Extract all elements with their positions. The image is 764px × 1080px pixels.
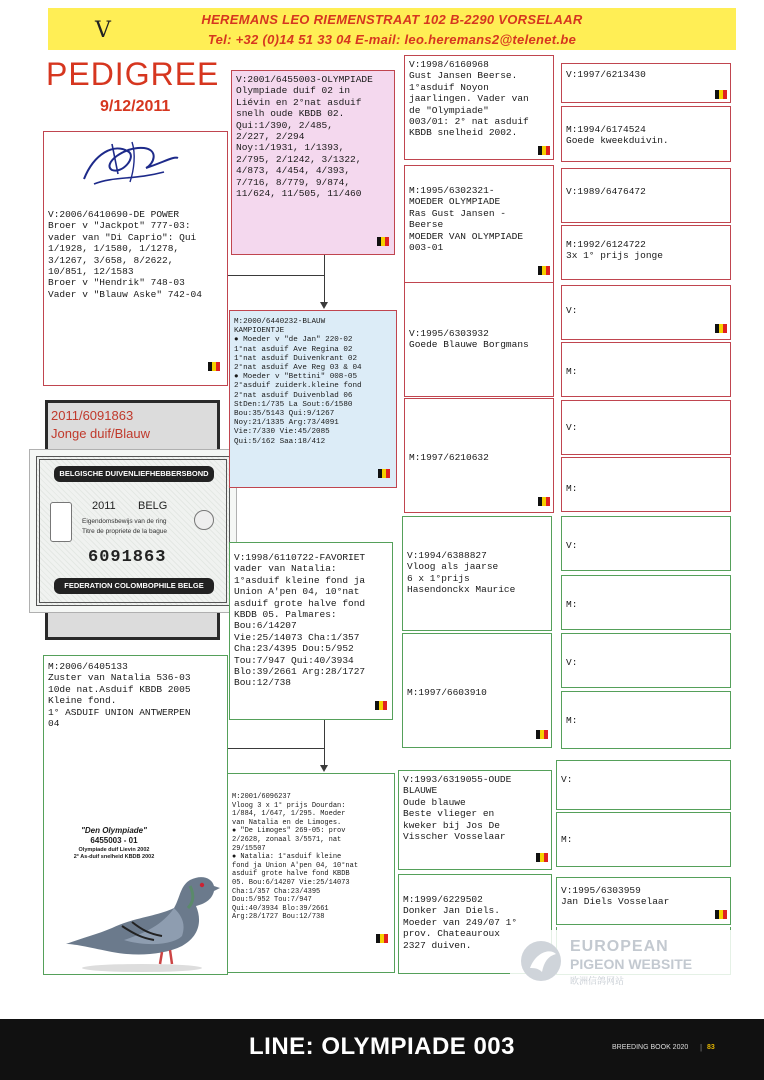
gen3-info-2: M:1995/6302321- MOEDER OLYMPIADE Ras Gust Jansen - Beerse MOEDER VAN OLYMPIADE 003-01 — [409, 185, 524, 254]
belgian-flag-icon — [538, 266, 550, 275]
signature-image — [74, 134, 184, 196]
gen4-box-14 — [556, 812, 731, 867]
ring-card-org-bottom: FEDERATION COLOMBOPHILE BELGE — [54, 578, 214, 594]
gen3-info-7: V:1993/6319055-OUDE BLAUWE Oude blauwe Beste vlieger en kweker bij Jos De Visscher Vosselaar — [403, 774, 512, 843]
footer-line-title: LINE: OLYMPIADE 003 — [248, 1033, 515, 1060]
breeder-header — [48, 8, 736, 50]
photo-bird-ring: 6455003 - 01 — [90, 836, 138, 845]
page-title: PEDIGREE — [46, 56, 220, 92]
gen3-box-6 — [402, 633, 552, 748]
pigeon-image — [62, 860, 222, 972]
belgian-flag-icon — [536, 853, 548, 862]
gen4-info-7: V: — [566, 422, 578, 433]
belgian-flag-icon — [208, 362, 220, 371]
gen4-info-1: V:1997/6213430 — [566, 69, 646, 80]
ring-card-text-nl: Eigendomsbewijs van de ring — [82, 518, 167, 525]
gen4-box-2 — [561, 106, 731, 162]
belgian-flag-icon — [715, 910, 727, 919]
ring-card-number: 6091863 — [88, 548, 167, 567]
ring-certificate — [29, 449, 237, 613]
gen2-father-mother — [229, 310, 397, 488]
main-bird-ring: 2011/6091863 — [51, 408, 134, 423]
watermark-line-3: 欧洲信鸽网站 — [570, 976, 625, 986]
belgian-flag-icon — [538, 497, 550, 506]
belgian-flag-icon — [715, 90, 727, 99]
gen3-info-8: M:1999/6229502 Donker Jan Diels. Moeder van 249/07 1° prov. Chateauroux 2327 duiven. — [403, 894, 518, 951]
arrow-down-icon — [320, 302, 328, 309]
belgian-flag-icon — [377, 237, 389, 246]
gen4-box-8 — [561, 457, 731, 512]
gen4-box-7 — [561, 400, 731, 455]
gen4-box-13 — [556, 760, 731, 810]
gen3-info-4: M:1997/6210632 — [409, 452, 489, 463]
belgian-flag-icon — [378, 469, 390, 478]
photo-bird-name: "Den Olympiade" — [81, 826, 147, 835]
belgian-flag-icon — [536, 730, 548, 739]
ring-card-org-top: BELGISCHE DUIVENLIEFHEBBERSBOND — [54, 466, 214, 482]
watermark-line-2: PIGEON WEBSITE — [570, 956, 693, 972]
breeder-contact: Tel: +32 (0)14 51 33 04 E-mail: leo.heremans2@telenet.be — [207, 32, 577, 47]
mother-box — [43, 655, 228, 975]
gen4-info-12: M: — [566, 715, 578, 726]
footer-separator: | — [700, 1043, 703, 1052]
gen3-box-3 — [404, 282, 554, 397]
gen4-info-8: M: — [566, 483, 578, 494]
photo-caption-1: Olympiade duif Lievin 2002 — [78, 847, 150, 853]
gen3-box-4 — [404, 398, 554, 513]
page-footer — [0, 1019, 764, 1080]
gen4-box-10 — [561, 575, 731, 630]
gen4-info-9: V: — [566, 540, 578, 551]
ring-card-emblem-left — [50, 502, 72, 542]
ring-card-country: BELG — [138, 500, 168, 512]
gen3-box-7 — [398, 770, 552, 870]
gen3-box-2 — [404, 165, 554, 283]
belgian-flag-icon — [375, 701, 387, 710]
gen4-info-4: M:1992/6124722 3x 1° prijs jonge — [566, 239, 663, 262]
belgian-flag-icon — [538, 146, 550, 155]
gen2-ff-info: V:2001/6455003-OLYMPIADE Olympiade duif 02 in Liévin en 2°nat asduif snelh oude KBDB 02. Qui:1/390, 2/485, 2/227, 2/294 Noy:1/1931, 1/1393, 2/795, 2/1242, 3/1322, 4/873, 4/454, 4/393, 7/716, 8/779, 9/874, 11/624, 11/505, 11/460 — [236, 74, 373, 200]
gen4-info-10: M: — [566, 599, 578, 610]
gen4-box-3 — [561, 168, 731, 223]
pedigree-date: 9/12/2011 — [100, 98, 171, 115]
connector — [228, 275, 324, 276]
belgian-flag-icon — [376, 934, 388, 943]
ring-card-text-fr: Titre de propriete de la bague — [82, 528, 168, 535]
gen4-box-11 — [561, 633, 731, 688]
olympiade-photo — [54, 824, 219, 972]
gen4-box-6 — [561, 342, 731, 397]
father-info: V:2006/6410690-DE POWER Broer v "Jackpot" 777-03: vader van "Di Caprio": Qui 1/1928, 1/1580, 1/1278, 3/1267, 3/658, 8/2622, 10/851, 12/1583 Broer v "Hendrik" 748-03 Vader v "Blauw Aske" 742-04 — [48, 209, 202, 300]
gen3-info-1: V:1998/6160968 Gust Jansen Beerse. 1°asduif Noyon jaarlingen. Vader van de "Olympiade" 003/01: 2° nat asduif KBDB snelheid 2002. — [409, 59, 529, 139]
gen3-box-1 — [404, 55, 554, 160]
photo-caption-2: 2° As-duif snelheid KBDB 2002 — [73, 854, 155, 860]
gen2-mother-mother — [227, 773, 395, 973]
connector — [228, 748, 324, 749]
gen4-info-14: M: — [561, 834, 573, 845]
gen4-box-15 — [556, 877, 731, 925]
main-bird-description: Jonge duif/Blauw — [51, 426, 151, 441]
father-box — [43, 131, 228, 386]
ring-card-emblem-right — [194, 510, 214, 530]
watermark — [510, 930, 740, 1000]
gen4-box-4 — [561, 225, 731, 280]
arrow-down-icon — [320, 765, 328, 772]
gen4-info-3: V:1989/6476472 — [566, 186, 646, 197]
footer-page-number: 83 — [707, 1044, 715, 1051]
watermark-line-1: EUROPEAN — [570, 938, 669, 955]
gen3-info-5: V:1994/6388827 Vloog als jaarse 6 x 1°prijs Hasendonckx Maurice — [407, 550, 516, 596]
gen4-box-5 — [561, 285, 731, 340]
gen4-info-5: V: — [566, 305, 578, 316]
gen4-info-13: V: — [561, 774, 573, 785]
gen4-info-15: V:1995/6303959 Jan Diels Vosselaar — [561, 885, 670, 908]
ring-card-year: 2011 — [92, 500, 116, 512]
watermark-logo-icon — [518, 938, 564, 984]
gen4-box-9 — [561, 516, 731, 571]
gen2-mf-info: V:1998/6110722-FAVORIET vader van Natalia: 1°asduif kleine fond ja Union A'pen 04, 10°nat asduif grote halve fond KBDB 05. Palmares: Bou:6/14207 Vie:25/14073 Cha:1/357 Cha:23/4395 Dou:5/952 Tou:7/947 Qui:40/3934 Blo:39/2661 Arg:28/1727 Bou:12/738 — [234, 552, 366, 689]
gen4-info-6: M: — [566, 366, 578, 377]
breeder-address: HEREMANS LEO RIEMENSTRAAT 102 B-2290 VORSELAAR — [201, 12, 583, 27]
gen2-father-father — [231, 70, 395, 255]
mother-info: M:2006/6405133 Zuster van Natalia 536-03 10de nat.Asduif KBDB 2005 Kleine fond. 1° ASDUIF UNION ANTWERPEN 04 — [48, 661, 191, 730]
gen3-box-5 — [402, 516, 552, 631]
gen4-box-1 — [561, 63, 731, 103]
gen2-mm-info: M:2001/6096237 Vloog 3 x 1° prijs Dourdan: 1/884, 1/647, 1/295. Moeder van Natalia en de Limoges. ● "De Limoges" 269-05: prov 2/2628, zonaal 3/5571, nat 29/15507 ● Natalia: 1°asduif kleine fond ja Union A'pen 04, 10°nat asduif grote halve fond KBDB 05. Bou:6/14207 Vie:25/14073 Cha:1/357 Cha:23/4395 Dou:5/952 Tou:7/947 Qui:40/3934 Blo:39/2661 Arg:28/1727 Bou:12/738 — [232, 793, 359, 922]
handwritten-mark: V — [95, 18, 111, 43]
gen2-mother-father — [229, 542, 393, 720]
footer-book-label: BREEDING BOOK 2020 — [612, 1044, 689, 1051]
gen3-info-3: V:1995/6303932 Goede Blauwe Borgmans — [409, 328, 529, 351]
gen4-info-2: M:1994/6174524 Goede kweekduivin. — [566, 124, 669, 147]
gen4-info-11: V: — [566, 657, 578, 668]
gen4-box-12 — [561, 691, 731, 749]
connector — [324, 255, 325, 303]
connector — [324, 720, 325, 766]
gen2-fm-info: M:2000/6440232-BLAUW KAMPIOENTJE ● Moeder v "de Jan" 220-02 1°nat asduif Ave Regina 02 1°nat asduif Duivenkrant 02 2°nat asduif Ave Reg 03 & 04 ● Moeder v "Bettini" 008-05 2°asduif zuiderk.kleine fond 2°nat asduif Duivenblad 06 StDen:1/735 La Sout:6/1580 Bou:35/5143 Qui:9/1267 Noy:21/1335 Arg:73/4091 Vie:7/330 Vie:45/2085 Qui:5/162 Saa:18/412 — [234, 318, 362, 446]
gen3-info-6: M:1997/6603910 — [407, 687, 487, 698]
belgian-flag-icon — [715, 324, 727, 333]
